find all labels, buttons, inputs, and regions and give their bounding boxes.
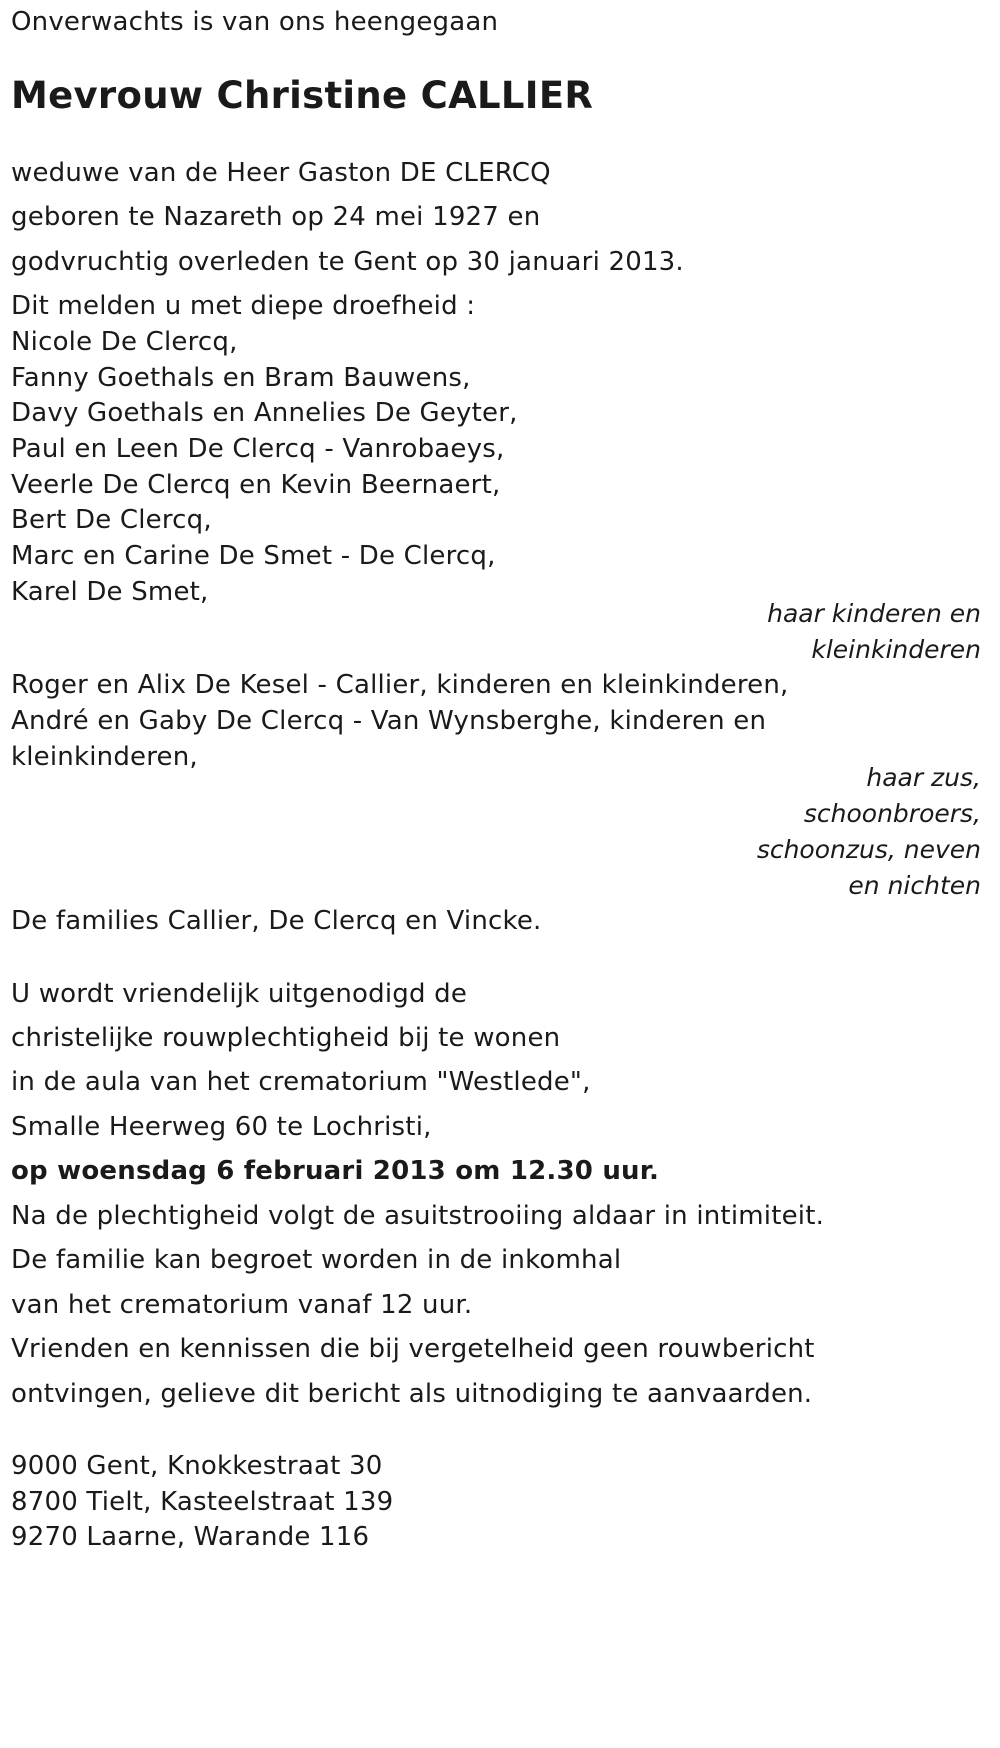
invitation-line: U wordt vriendelijk uitgenodigd de [11, 979, 468, 1009]
invitation-line: Smalle Heerweg 60 te Lochristi, [11, 1112, 432, 1142]
relation-label: haar kinderen en [767, 599, 981, 628]
relation-label: schoonzus, neven [756, 835, 981, 864]
bio-line: godvruchtig overleden te Gent op 30 januari 2013. [11, 247, 684, 277]
invitation-line: in de aula van het crematorium "Westlede", [11, 1067, 591, 1097]
details-line: Vrienden en kennissen die bij vergetelheid geen rouwbericht [11, 1334, 815, 1364]
details-line: De familie kan begroet worden in de inkomhal [11, 1245, 622, 1275]
family-member: Nicole De Clercq, [11, 327, 238, 357]
family-member: Marc en Carine De Smet - De Clercq, [11, 541, 496, 571]
family-member: Fanny Goethals en Bram Bauwens, [11, 363, 471, 393]
address-line: 9270 Laarne, Warande 116 [11, 1522, 370, 1552]
relation-label: haar zus, [866, 763, 981, 792]
family-member: Paul en Leen De Clercq - Vanrobaeys, [11, 434, 505, 464]
deceased-name: Mevrouw Christine CALLIER [11, 74, 594, 117]
family-member: kleinkinderen, [11, 742, 198, 772]
intro-text: Onverwachts is van ons heengegaan [11, 7, 499, 37]
details-line: Na de plechtigheid volgt de asuitstrooiing aldaar in intimiteit. [11, 1201, 825, 1231]
relation-label: kleinkinderen [811, 635, 981, 664]
families-line: De families Callier, De Clercq en Vincke. [11, 906, 542, 936]
family-member: Bert De Clercq, [11, 505, 212, 535]
announcement-text: Dit melden u met diepe droefheid : [11, 291, 476, 321]
address-line: 9000 Gent, Knokkestraat 30 [11, 1451, 383, 1481]
bio-line: geboren te Nazareth op 24 mei 1927 en [11, 202, 541, 232]
details-line: van het crematorium vanaf 12 uur. [11, 1290, 473, 1320]
bio-line: weduwe van de Heer Gaston DE CLERCQ [11, 158, 551, 188]
family-member: Veerle De Clercq en Kevin Beernaert, [11, 470, 501, 500]
family-member: Roger en Alix De Kesel - Callier, kinderen en kleinkinderen, [11, 670, 789, 700]
family-member: André en Gaby De Clercq - Van Wynsberghe, kinderen en [11, 706, 767, 736]
address-line: 8700 Tielt, Kasteelstraat 139 [11, 1487, 394, 1517]
family-member: Davy Goethals en Annelies De Geyter, [11, 398, 518, 428]
details-line: ontvingen, gelieve dit bericht als uitnodiging te aanvaarden. [11, 1379, 813, 1409]
ceremony-date: op woensdag 6 februari 2013 om 12.30 uur. [11, 1156, 660, 1186]
family-member: Karel De Smet, [11, 577, 209, 607]
invitation-line: christelijke rouwplechtigheid bij te wonen [11, 1023, 561, 1053]
relation-label: en nichten [848, 871, 981, 900]
relation-label: schoonbroers, [803, 799, 981, 828]
